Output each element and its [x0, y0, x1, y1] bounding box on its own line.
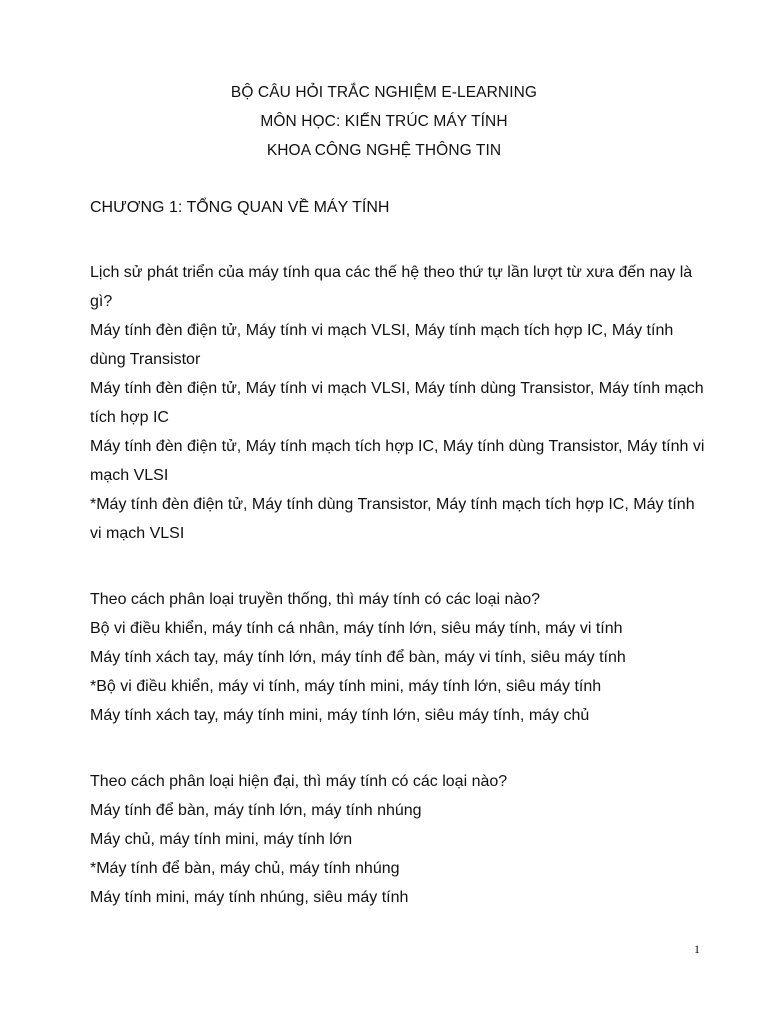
header-title: BỘ CÂU HỎI TRẮC NGHIỆM E-LEARNING — [230, 84, 538, 101]
document-header — [0, 78, 768, 165]
answer-option: Máy tính xách tay, máy tính lớn, máy tính để bàn, máy vi tính, siêu máy tính — [90, 649, 626, 666]
answer-option-correct: *Máy tính để bàn, máy chủ, máy tính nhúng — [90, 860, 400, 877]
answer-option: Máy tính mini, máy tính nhúng, siêu máy tính — [90, 889, 409, 906]
question-text: Theo cách phân loại truyền thống, thì máy tính có các loại nào? — [90, 591, 541, 608]
answer-option-correct: *Bộ vi điều khiển, máy vi tính, máy tính mini, máy tính lớn, siêu máy tính — [90, 678, 602, 695]
question-block-2 — [90, 585, 710, 730]
answer-option-correct: *Máy tính đèn điện tử, Máy tính dùng Transistor, Máy tính mạch tích hợp IC, Máy tính vi mạch VLSI — [90, 496, 695, 542]
question-block-1 — [90, 258, 710, 548]
question-text: Lịch sử phát triển của máy tính qua các thế hệ theo thứ tự lần lượt từ xưa đến nay là gì? — [90, 264, 693, 310]
answer-option: Máy tính đèn điện tử, Máy tính mạch tích hợp IC, Máy tính dùng Transistor, Máy tính vi mạch VLSI — [90, 438, 705, 484]
answer-option: Bộ vi điều khiển, máy tính cá nhân, máy tính lớn, siêu máy tính, máy vi tính — [90, 620, 623, 637]
answer-option: Máy tính đèn điện tử, Máy tính vi mạch VLSI, Máy tính dùng Transistor, Máy tính mạch tích hợp IC — [90, 380, 704, 426]
answer-option: Máy tính đèn điện tử, Máy tính vi mạch VLSI, Máy tính mạch tích hợp IC, Máy tính dùng Transistor — [90, 322, 674, 368]
answer-option: Máy tính xách tay, máy tính mini, máy tính lớn, siêu máy tính, máy chủ — [90, 707, 590, 724]
question-text: Theo cách phân loại hiện đại, thì máy tính có các loại nào? — [90, 773, 508, 790]
header-faculty: KHOA CÔNG NGHỆ THÔNG TIN — [266, 142, 502, 159]
answer-option: Máy tính để bàn, máy tính lớn, máy tính nhúng — [90, 802, 422, 819]
header-subject: MÔN HỌC: KIẾN TRÚC MÁY TÍNH — [260, 113, 508, 130]
question-block-3 — [90, 767, 710, 912]
page-number: 1 — [694, 942, 700, 956]
answer-option: Máy chủ, máy tính mini, máy tính lớn — [90, 831, 353, 848]
chapter-heading: CHƯƠNG 1: TỔNG QUAN VỀ MÁY TÍNH — [90, 199, 390, 216]
